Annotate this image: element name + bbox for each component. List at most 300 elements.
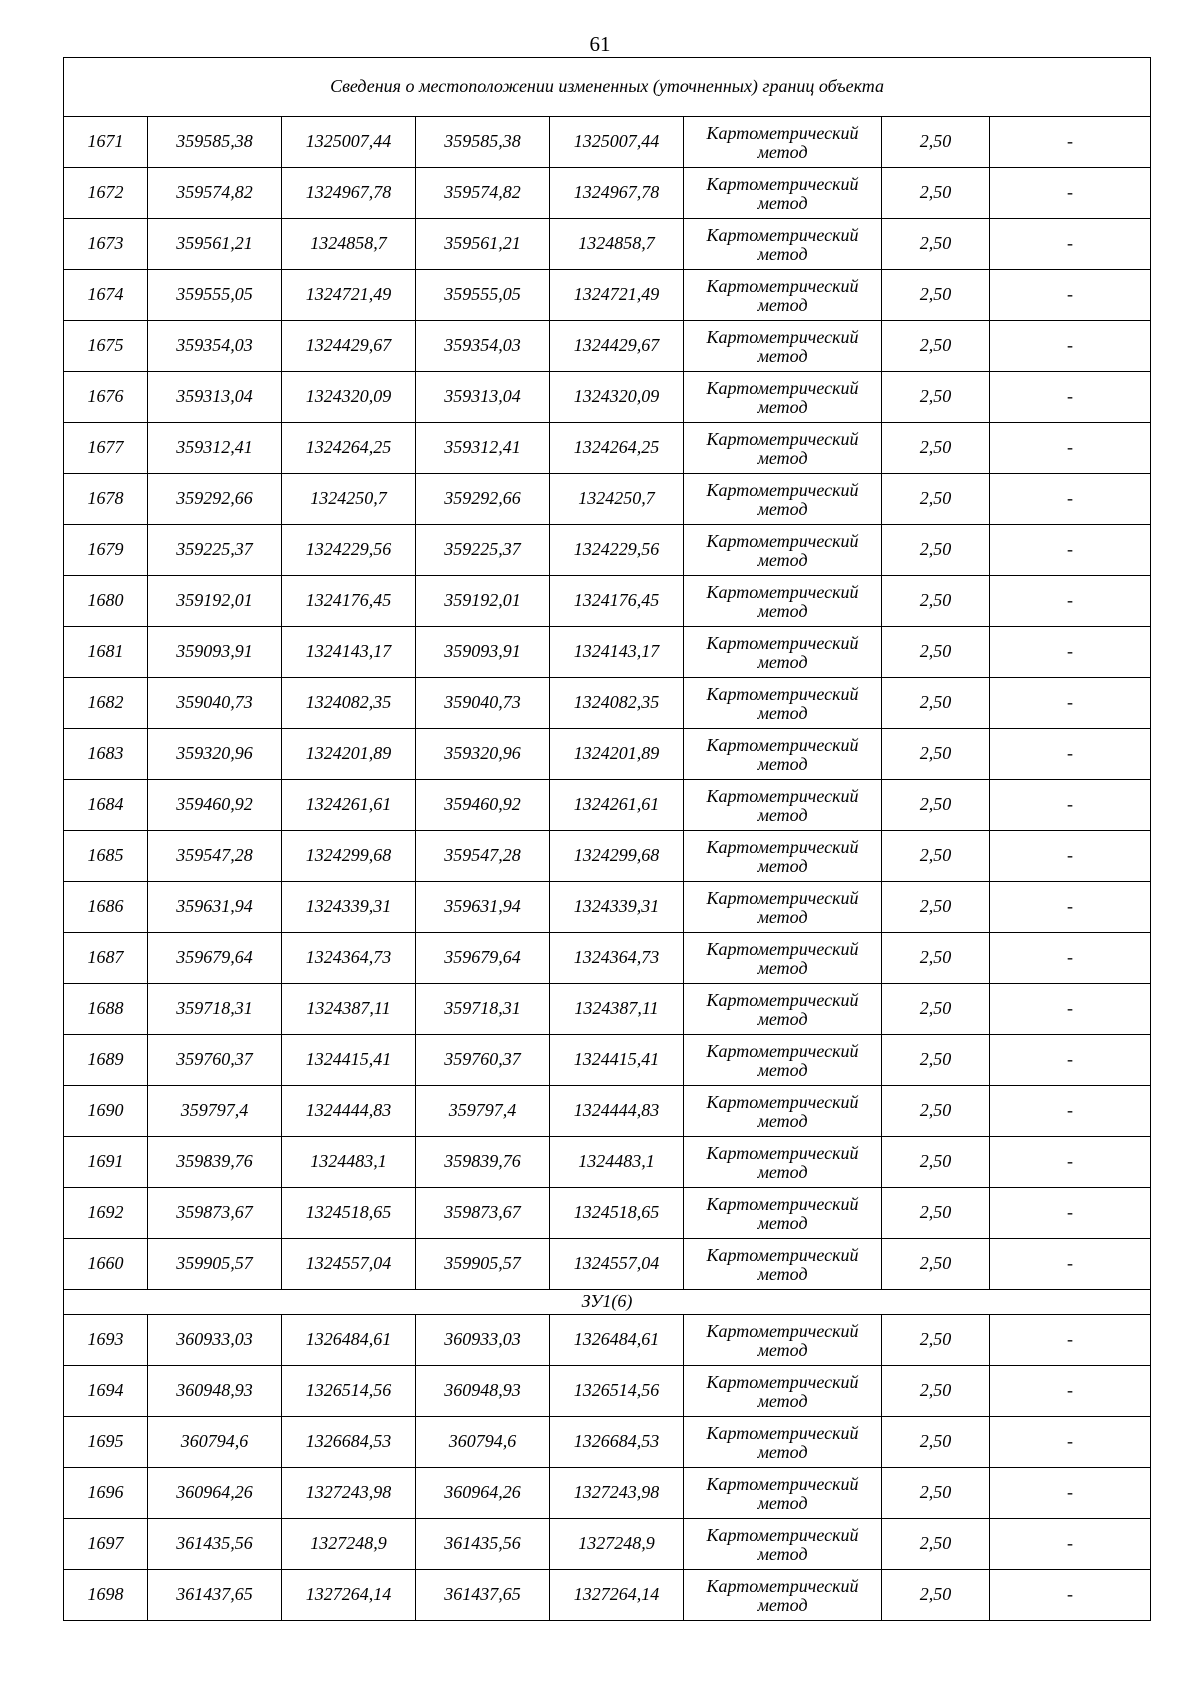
x-existing-cell: 359585,38 (148, 117, 282, 168)
table-row (64, 576, 1151, 627)
method-line-2: метод (757, 1110, 808, 1131)
x-existing-cell: 359313,04 (148, 372, 282, 423)
y-new-cell: 1324364,73 (550, 933, 684, 984)
point-number-cell: 1696 (64, 1468, 148, 1519)
description-cell: - (990, 780, 1151, 831)
method-line-1: Картометрический (706, 683, 859, 704)
y-existing-cell: 1324339,31 (282, 882, 416, 933)
method-text (706, 122, 858, 163)
x-existing-cell: 359292,66 (148, 474, 282, 525)
section-label: ЗУ1(6) (64, 1290, 1151, 1315)
accuracy-cell: 2,50 (882, 933, 990, 984)
method-line-1: Картометрический (706, 1091, 859, 1112)
method-line-2: метод (757, 1390, 808, 1411)
x-new-cell: 359313,04 (416, 372, 550, 423)
method-line-2: метод (757, 1263, 808, 1284)
accuracy-cell: 2,50 (882, 780, 990, 831)
method-cell (684, 1366, 882, 1417)
accuracy-cell: 2,50 (882, 1570, 990, 1621)
accuracy-cell: 2,50 (882, 321, 990, 372)
method-line-1: Картометрический (706, 1142, 859, 1163)
method-cell (684, 576, 882, 627)
description-cell: - (990, 1188, 1151, 1239)
description-cell: - (990, 984, 1151, 1035)
method-cell (684, 321, 882, 372)
x-existing-cell: 359312,41 (148, 423, 282, 474)
x-new-cell: 359873,67 (416, 1188, 550, 1239)
method-text (706, 581, 858, 622)
y-existing-cell: 1324483,1 (282, 1137, 416, 1188)
accuracy-cell: 2,50 (882, 831, 990, 882)
x-existing-cell: 359760,37 (148, 1035, 282, 1086)
y-new-cell: 1324082,35 (550, 678, 684, 729)
method-cell (684, 1417, 882, 1468)
y-new-cell: 1327264,14 (550, 1570, 684, 1621)
table-row (64, 1519, 1151, 1570)
table-row (64, 474, 1151, 525)
x-new-cell: 359718,31 (416, 984, 550, 1035)
table-row (64, 933, 1151, 984)
description-cell: - (990, 882, 1151, 933)
method-text (706, 938, 858, 979)
y-existing-cell: 1324444,83 (282, 1086, 416, 1137)
method-line-2: метод (757, 549, 808, 570)
method-line-1: Картометрический (706, 326, 859, 347)
point-number-cell: 1676 (64, 372, 148, 423)
method-cell (684, 780, 882, 831)
y-existing-cell: 1324364,73 (282, 933, 416, 984)
x-existing-cell: 359354,03 (148, 321, 282, 372)
x-existing-cell: 359555,05 (148, 270, 282, 321)
method-text (706, 632, 858, 673)
x-new-cell: 359574,82 (416, 168, 550, 219)
method-line-1: Картометрический (706, 275, 859, 296)
point-number-cell: 1697 (64, 1519, 148, 1570)
y-existing-cell: 1324229,56 (282, 525, 416, 576)
table-row (64, 372, 1151, 423)
point-number-cell: 1689 (64, 1035, 148, 1086)
table-row (64, 1188, 1151, 1239)
method-line-1: Картометрический (706, 1040, 859, 1061)
method-cell (684, 372, 882, 423)
point-number-cell: 1685 (64, 831, 148, 882)
y-new-cell: 1326484,61 (550, 1315, 684, 1366)
accuracy-cell: 2,50 (882, 270, 990, 321)
x-existing-cell: 359093,91 (148, 627, 282, 678)
method-line-1: Картометрический (706, 581, 859, 602)
y-existing-cell: 1324518,65 (282, 1188, 416, 1239)
point-number-cell: 1693 (64, 1315, 148, 1366)
method-line-1: Картометрический (706, 836, 859, 857)
point-number-cell: 1672 (64, 168, 148, 219)
x-new-cell: 359040,73 (416, 678, 550, 729)
method-line-1: Картометрический (706, 122, 859, 143)
method-cell (684, 933, 882, 984)
method-cell (684, 1086, 882, 1137)
table-row (64, 168, 1151, 219)
x-existing-cell: 359873,67 (148, 1188, 282, 1239)
method-line-1: Картометрический (706, 938, 859, 959)
x-existing-cell: 360964,26 (148, 1468, 282, 1519)
method-cell (684, 168, 882, 219)
point-number-cell: 1688 (64, 984, 148, 1035)
y-existing-cell: 1324967,78 (282, 168, 416, 219)
accuracy-cell: 2,50 (882, 1035, 990, 1086)
x-new-cell: 359797,4 (416, 1086, 550, 1137)
table-row (64, 525, 1151, 576)
accuracy-cell: 2,50 (882, 1468, 990, 1519)
method-line-1: Картометрический (706, 1473, 859, 1494)
y-existing-cell: 1324261,61 (282, 780, 416, 831)
method-text (706, 1244, 858, 1285)
point-number-cell: 1679 (64, 525, 148, 576)
x-new-cell: 359292,66 (416, 474, 550, 525)
table-row (64, 678, 1151, 729)
point-number-cell: 1681 (64, 627, 148, 678)
method-line-2: метод (757, 600, 808, 621)
y-existing-cell: 1324082,35 (282, 678, 416, 729)
method-cell (684, 831, 882, 882)
method-line-1: Картометрический (706, 887, 859, 908)
accuracy-cell: 2,50 (882, 1519, 990, 1570)
method-cell (684, 1035, 882, 1086)
method-text (706, 1320, 858, 1361)
y-new-cell: 1324299,68 (550, 831, 684, 882)
description-cell: - (990, 933, 1151, 984)
table-row (64, 1417, 1151, 1468)
y-existing-cell: 1324557,04 (282, 1239, 416, 1290)
y-new-cell: 1324967,78 (550, 168, 684, 219)
method-line-1: Картометрический (706, 377, 859, 398)
table-row (64, 780, 1151, 831)
x-new-cell: 359192,01 (416, 576, 550, 627)
method-line-2: метод (757, 294, 808, 315)
description-cell: - (990, 729, 1151, 780)
y-new-cell: 1324320,09 (550, 372, 684, 423)
y-existing-cell: 1324299,68 (282, 831, 416, 882)
y-new-cell: 1324143,17 (550, 627, 684, 678)
point-number-cell: 1683 (64, 729, 148, 780)
method-line-1: Картометрический (706, 1193, 859, 1214)
method-cell (684, 117, 882, 168)
method-cell (684, 219, 882, 270)
description-cell: - (990, 1035, 1151, 1086)
method-text (706, 836, 858, 877)
method-line-2: метод (757, 192, 808, 213)
description-cell: - (990, 270, 1151, 321)
method-text (706, 1193, 858, 1234)
description-cell: - (990, 525, 1151, 576)
table-row (64, 117, 1151, 168)
table-row (64, 270, 1151, 321)
table-row (64, 1366, 1151, 1417)
method-text (706, 479, 858, 520)
x-existing-cell: 361435,56 (148, 1519, 282, 1570)
method-text (706, 1473, 858, 1514)
method-line-1: Картометрический (706, 785, 859, 806)
x-existing-cell: 361437,65 (148, 1570, 282, 1621)
y-new-cell: 1324387,11 (550, 984, 684, 1035)
y-new-cell: 1324176,45 (550, 576, 684, 627)
method-line-2: метод (757, 1008, 808, 1029)
method-text (706, 1142, 858, 1183)
x-existing-cell: 359040,73 (148, 678, 282, 729)
method-line-2: метод (757, 651, 808, 672)
description-cell: - (990, 1417, 1151, 1468)
description-cell: - (990, 1239, 1151, 1290)
point-number-cell: 1684 (64, 780, 148, 831)
method-line-2: метод (757, 243, 808, 264)
accuracy-cell: 2,50 (882, 1137, 990, 1188)
point-number-cell: 1674 (64, 270, 148, 321)
accuracy-cell: 2,50 (882, 984, 990, 1035)
table-row (64, 219, 1151, 270)
method-cell (684, 1468, 882, 1519)
method-line-2: метод (757, 906, 808, 927)
y-new-cell: 1324483,1 (550, 1137, 684, 1188)
point-number-cell: 1673 (64, 219, 148, 270)
y-new-cell: 1325007,44 (550, 117, 684, 168)
accuracy-cell: 2,50 (882, 576, 990, 627)
y-existing-cell: 1324858,7 (282, 219, 416, 270)
accuracy-cell: 2,50 (882, 474, 990, 525)
accuracy-cell: 2,50 (882, 882, 990, 933)
table-row (64, 1315, 1151, 1366)
x-existing-cell: 359547,28 (148, 831, 282, 882)
point-number-cell: 1678 (64, 474, 148, 525)
x-new-cell: 359320,96 (416, 729, 550, 780)
point-number-cell: 1677 (64, 423, 148, 474)
method-line-2: метод (757, 1543, 808, 1564)
description-cell: - (990, 1086, 1151, 1137)
table-title: Сведения о местоположении измененных (уточненных) границ объекта (64, 58, 1151, 117)
description-cell: - (990, 117, 1151, 168)
description-cell: - (990, 423, 1151, 474)
description-cell: - (990, 219, 1151, 270)
point-number-cell: 1671 (64, 117, 148, 168)
method-line-1: Картометрический (706, 1422, 859, 1443)
y-existing-cell: 1324143,17 (282, 627, 416, 678)
method-cell (684, 525, 882, 576)
accuracy-cell: 2,50 (882, 1239, 990, 1290)
x-new-cell: 360948,93 (416, 1366, 550, 1417)
table-row (64, 729, 1151, 780)
method-line-1: Картометрический (706, 1320, 859, 1341)
x-new-cell: 359839,76 (416, 1137, 550, 1188)
description-cell: - (990, 831, 1151, 882)
y-new-cell: 1324250,7 (550, 474, 684, 525)
description-cell: - (990, 1137, 1151, 1188)
table-row (64, 627, 1151, 678)
description-cell: - (990, 1366, 1151, 1417)
description-cell: - (990, 321, 1151, 372)
point-number-cell: 1694 (64, 1366, 148, 1417)
table-row (64, 1086, 1151, 1137)
method-line-2: метод (757, 447, 808, 468)
method-line-2: метод (757, 1594, 808, 1615)
x-existing-cell: 359225,37 (148, 525, 282, 576)
point-number-cell: 1680 (64, 576, 148, 627)
method-cell (684, 984, 882, 1035)
description-cell: - (990, 474, 1151, 525)
y-new-cell: 1324429,67 (550, 321, 684, 372)
table-row (64, 1570, 1151, 1621)
description-cell: - (990, 627, 1151, 678)
table-row (64, 882, 1151, 933)
x-existing-cell: 360794,6 (148, 1417, 282, 1468)
point-number-cell: 1687 (64, 933, 148, 984)
y-new-cell: 1324858,7 (550, 219, 684, 270)
description-cell: - (990, 168, 1151, 219)
point-number-cell: 1660 (64, 1239, 148, 1290)
x-existing-cell: 359460,92 (148, 780, 282, 831)
accuracy-cell: 2,50 (882, 1417, 990, 1468)
table-row (64, 1137, 1151, 1188)
method-text (706, 326, 858, 367)
method-cell (684, 1570, 882, 1621)
y-new-cell: 1324721,49 (550, 270, 684, 321)
method-line-2: метод (757, 396, 808, 417)
y-new-cell: 1324201,89 (550, 729, 684, 780)
method-line-1: Картометрический (706, 1244, 859, 1265)
y-existing-cell: 1324721,49 (282, 270, 416, 321)
x-existing-cell: 359905,57 (148, 1239, 282, 1290)
table-row (64, 984, 1151, 1035)
method-text (706, 683, 858, 724)
point-number-cell: 1692 (64, 1188, 148, 1239)
y-new-cell: 1324339,31 (550, 882, 684, 933)
y-existing-cell: 1324415,41 (282, 1035, 416, 1086)
method-cell (684, 1315, 882, 1366)
x-new-cell: 359679,64 (416, 933, 550, 984)
accuracy-cell: 2,50 (882, 729, 990, 780)
method-cell (684, 678, 882, 729)
method-line-1: Картометрический (706, 428, 859, 449)
method-cell (684, 1519, 882, 1570)
method-line-1: Картометрический (706, 1371, 859, 1392)
y-existing-cell: 1327264,14 (282, 1570, 416, 1621)
method-line-2: метод (757, 753, 808, 774)
method-line-2: метод (757, 1339, 808, 1360)
y-existing-cell: 1326484,61 (282, 1315, 416, 1366)
y-existing-cell: 1324429,67 (282, 321, 416, 372)
y-existing-cell: 1324250,7 (282, 474, 416, 525)
method-line-2: метод (757, 804, 808, 825)
method-text (706, 887, 858, 928)
x-existing-cell: 359574,82 (148, 168, 282, 219)
x-existing-cell: 359631,94 (148, 882, 282, 933)
y-new-cell: 1324261,61 (550, 780, 684, 831)
accuracy-cell: 2,50 (882, 1188, 990, 1239)
section-row (64, 1290, 1151, 1315)
x-new-cell: 360794,6 (416, 1417, 550, 1468)
method-cell (684, 1188, 882, 1239)
accuracy-cell: 2,50 (882, 678, 990, 729)
y-existing-cell: 1325007,44 (282, 117, 416, 168)
method-line-1: Картометрический (706, 1524, 859, 1545)
x-new-cell: 361435,56 (416, 1519, 550, 1570)
x-new-cell: 360964,26 (416, 1468, 550, 1519)
method-text (706, 734, 858, 775)
x-existing-cell: 359561,21 (148, 219, 282, 270)
description-cell: - (990, 1570, 1151, 1621)
method-line-2: метод (757, 1212, 808, 1233)
x-new-cell: 359631,94 (416, 882, 550, 933)
description-cell: - (990, 1519, 1151, 1570)
accuracy-cell: 2,50 (882, 372, 990, 423)
table-row (64, 321, 1151, 372)
method-line-2: метод (757, 957, 808, 978)
point-number-cell: 1686 (64, 882, 148, 933)
x-new-cell: 359555,05 (416, 270, 550, 321)
x-existing-cell: 360948,93 (148, 1366, 282, 1417)
accuracy-cell: 2,50 (882, 627, 990, 678)
accuracy-cell: 2,50 (882, 168, 990, 219)
method-line-2: метод (757, 498, 808, 519)
point-number-cell: 1691 (64, 1137, 148, 1188)
x-existing-cell: 360933,03 (148, 1315, 282, 1366)
method-line-2: метод (757, 1161, 808, 1182)
accuracy-cell: 2,50 (882, 1086, 990, 1137)
x-new-cell: 359585,38 (416, 117, 550, 168)
x-existing-cell: 359320,96 (148, 729, 282, 780)
method-line-1: Картометрический (706, 479, 859, 500)
accuracy-cell: 2,50 (882, 219, 990, 270)
y-existing-cell: 1326514,56 (282, 1366, 416, 1417)
method-text (706, 224, 858, 265)
table-title-row (64, 58, 1151, 117)
x-new-cell: 359561,21 (416, 219, 550, 270)
method-text (706, 173, 858, 214)
description-cell: - (990, 576, 1151, 627)
description-cell: - (990, 678, 1151, 729)
method-cell (684, 270, 882, 321)
method-line-1: Картометрический (706, 734, 859, 755)
method-text (706, 785, 858, 826)
method-cell (684, 1137, 882, 1188)
x-new-cell: 360933,03 (416, 1315, 550, 1366)
method-text (706, 530, 858, 571)
method-cell (684, 627, 882, 678)
x-existing-cell: 359679,64 (148, 933, 282, 984)
method-text (706, 1422, 858, 1463)
y-new-cell: 1324557,04 (550, 1239, 684, 1290)
accuracy-cell: 2,50 (882, 1366, 990, 1417)
method-text (706, 1040, 858, 1081)
method-text (706, 1575, 858, 1616)
method-line-2: метод (757, 345, 808, 366)
method-line-2: метод (757, 702, 808, 723)
method-text (706, 989, 858, 1030)
table-row (64, 831, 1151, 882)
y-existing-cell: 1327248,9 (282, 1519, 416, 1570)
y-existing-cell: 1324201,89 (282, 729, 416, 780)
description-cell: - (990, 1315, 1151, 1366)
y-new-cell: 1324415,41 (550, 1035, 684, 1086)
x-existing-cell: 359797,4 (148, 1086, 282, 1137)
x-existing-cell: 359192,01 (148, 576, 282, 627)
y-existing-cell: 1324320,09 (282, 372, 416, 423)
x-new-cell: 359225,37 (416, 525, 550, 576)
y-new-cell: 1327248,9 (550, 1519, 684, 1570)
y-existing-cell: 1324264,25 (282, 423, 416, 474)
method-line-1: Картометрический (706, 1575, 859, 1596)
method-cell (684, 882, 882, 933)
method-text (706, 377, 858, 418)
point-number-cell: 1690 (64, 1086, 148, 1137)
description-cell: - (990, 372, 1151, 423)
description-cell: - (990, 1468, 1151, 1519)
